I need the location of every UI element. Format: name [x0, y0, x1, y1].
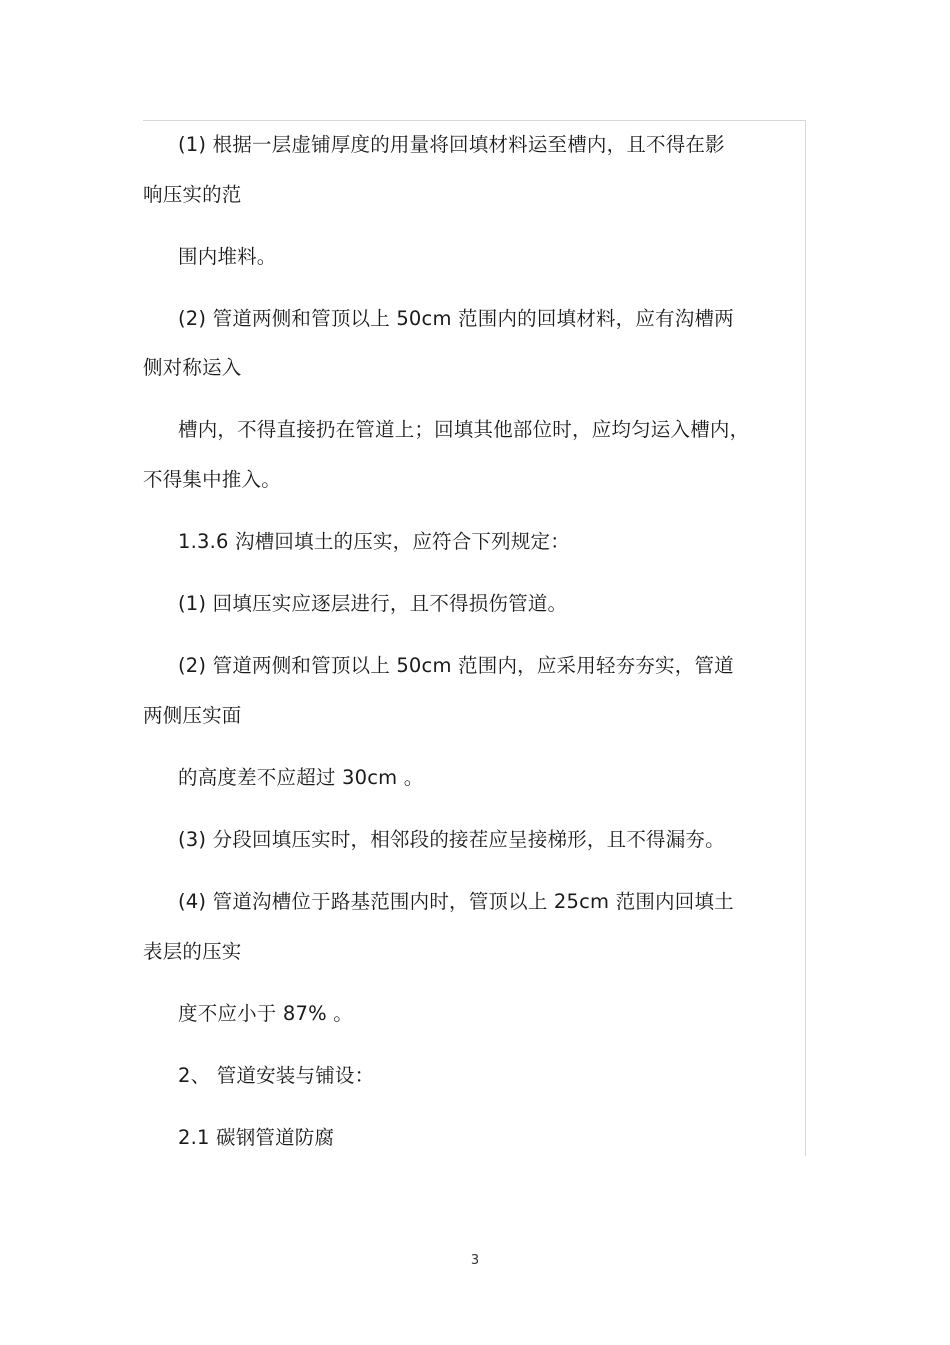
text-line: 表层的压实 [143, 940, 242, 963]
section-heading: 2、 管道安装与铺设： [178, 1064, 375, 1087]
section-heading: 2.1 碳钢管道防腐 [178, 1126, 335, 1149]
text-line: 槽内，不得直接扔在管道上；回填其他部位时，应均匀运入槽内， [178, 418, 750, 441]
text-line: (2) 管道两侧和管顶以上 50cm 范围内，应采用轻夯夯实，管道 [178, 654, 734, 677]
section-heading: 1.3.6 沟槽回填土的压实，应符合下列规定： [178, 530, 570, 553]
text-line: 响压实的范 [143, 183, 242, 206]
text-line: (3) 分段回填压实时，相邻段的接茬应呈接梯形，且不得漏夯。 [178, 828, 725, 851]
text-line: 不得集中推入。 [143, 468, 281, 491]
text-line: (1) 回填压实应逐层进行，且不得损伤管道。 [178, 592, 568, 615]
text-line: (4) 管道沟槽位于路基范围内时，管顶以上 25cm 范围内回填土 [178, 890, 734, 913]
text-line: 度不应小于 87% 。 [178, 1002, 353, 1025]
text-line: 的高度差不应超过 30cm 。 [178, 766, 424, 789]
text-line: 侧对称运入 [143, 356, 242, 379]
text-line: 围内堆料。 [178, 245, 277, 268]
text-line: (1) 根据一层虚铺厚度的用量将回填材料运至槽内，且不得在影 [178, 133, 725, 156]
text-line: (2) 管道两侧和管顶以上 50cm 范围内的回填材料，应有沟槽两 [178, 307, 734, 330]
page-number: 3 [470, 1253, 480, 1268]
text-line: 两侧压实面 [143, 704, 242, 727]
